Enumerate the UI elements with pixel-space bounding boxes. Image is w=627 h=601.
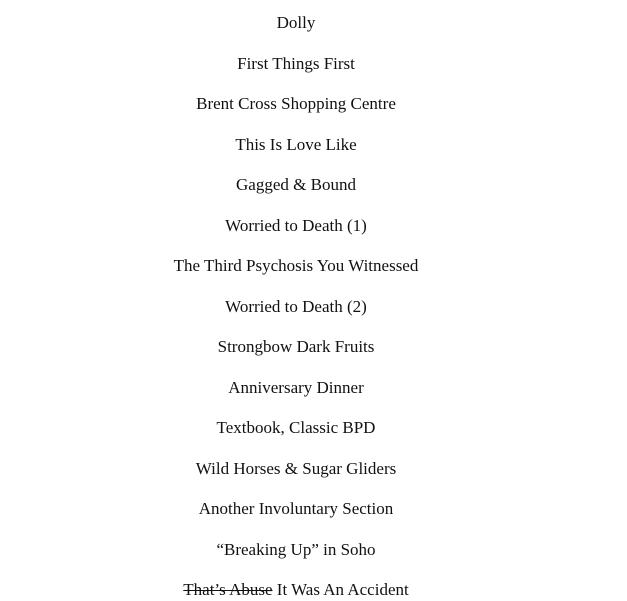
contents-item-title: Worried to Death (1) xyxy=(225,216,367,235)
contents-item-title: Anniversary Dinner xyxy=(228,378,364,397)
contents-item-title: First Things First xyxy=(237,54,355,73)
contents-item xyxy=(0,539,592,561)
contents-item-title: Brent Cross Shopping Centre xyxy=(196,94,396,113)
contents-item-title: It Was An Accident xyxy=(276,580,409,599)
contents-item-title: Another Involuntary Section xyxy=(198,499,394,518)
contents-item xyxy=(0,498,592,520)
contents-item-title: Gagged & Bound xyxy=(236,175,356,194)
contents-item-title: “Breaking Up” in Soho xyxy=(216,540,376,559)
contents-item xyxy=(0,377,592,399)
contents-item-title: This Is Love Like xyxy=(235,135,357,154)
contents-item xyxy=(0,12,592,34)
struck-through-text: That’s Abuse xyxy=(183,580,273,599)
contents-item-title: Textbook, Classic BPD xyxy=(216,418,376,437)
contents-item xyxy=(0,174,592,196)
contents-item xyxy=(0,53,592,75)
contents-item-title: Worried to Death (2) xyxy=(225,297,367,316)
contents-item xyxy=(0,458,592,480)
contents-item-title: The Third Psychosis You Witnessed xyxy=(173,256,419,275)
contents-item xyxy=(0,417,592,439)
contents-item xyxy=(0,579,592,601)
contents-item-title: Dolly xyxy=(276,13,316,32)
contents-item xyxy=(0,215,592,237)
contents-item xyxy=(0,255,592,277)
contents-item xyxy=(0,134,592,156)
contents-item-title: Wild Horses & Sugar Gliders xyxy=(195,459,397,478)
contents-item xyxy=(0,336,592,358)
contents-item-title: Strongbow Dark Fruits xyxy=(217,337,375,356)
contents-item xyxy=(0,296,592,318)
contents-item xyxy=(0,93,592,115)
